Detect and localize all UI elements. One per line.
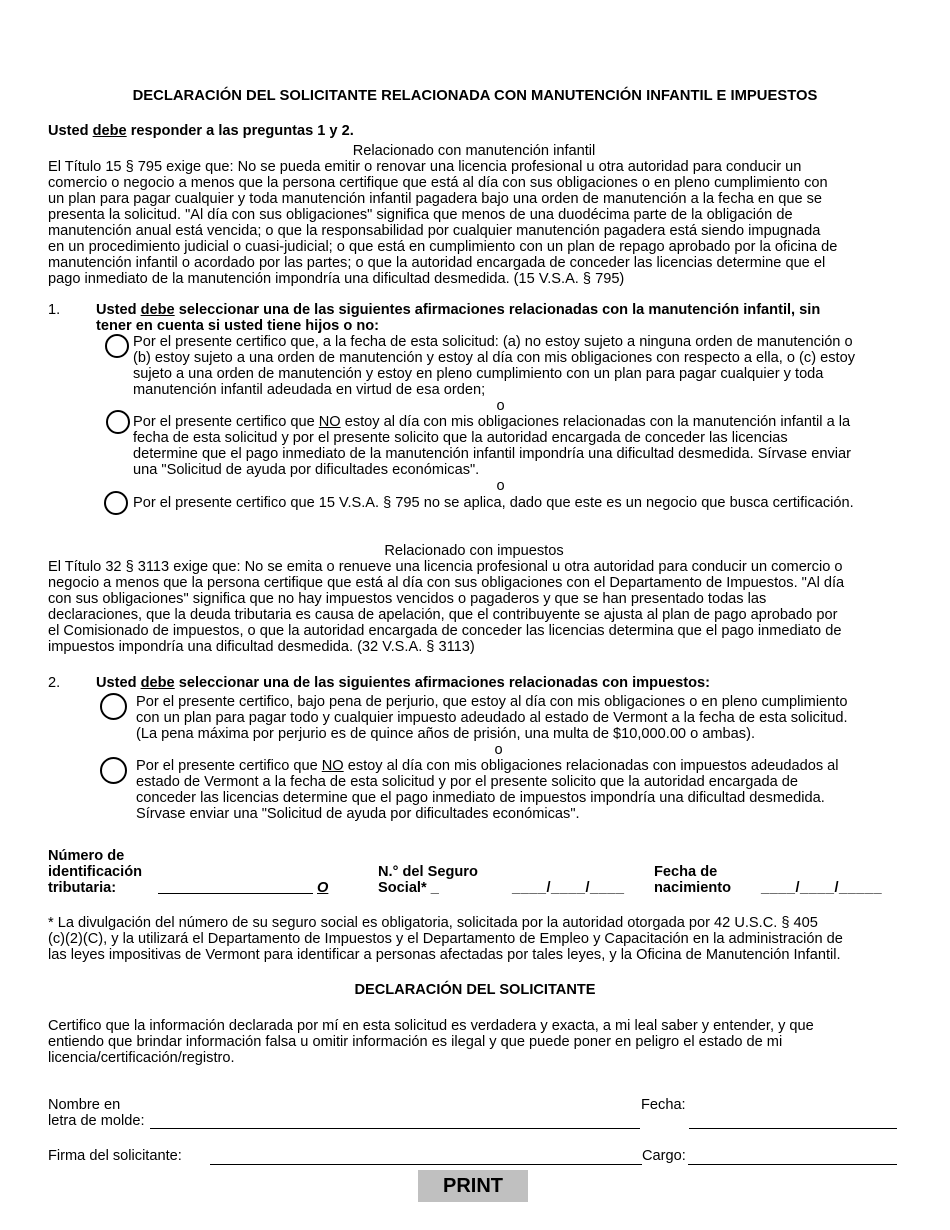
- q1-or-separator-1: o: [496, 398, 505, 414]
- printed-name-label: Nombre en letra de molde:: [48, 1097, 145, 1129]
- q1-option-b-text: Por el presente certifico que NO estoy al día con mis obligaciones relacionadas con la manutención infantil a la fecha de esta solicitud y por el presente solicito que la autoridad encargada de conceder las licencias determine que el pago inmediato de la manutención infantil impondría una dificultad desmedida. Sírvase enviar una "Solicitud de ayuda por dificultades económicas".: [133, 414, 851, 478]
- tax-id-input[interactable]: [158, 893, 313, 894]
- date-input[interactable]: [689, 1128, 897, 1129]
- q2-option-b-text: Por el presente certifico que NO estoy al día con mis obligaciones relacionadas con impuestos adeudados al estado de Vermont a la fecha de esta solicitud y por el presente solicito que la autoridad encargada de conceder las licencias determine que el pago inmediato de impuestos impondría una dificultad desmedida. Sírvase enviar una "Solicitud de ayuda por dificultades económicas".: [136, 758, 839, 822]
- declaration-paragraph: Certifico que la información declarada por mí en esta solicitud es verdadera y exacta, a mi leal saber y entender, y que entiendo que brindar información falsa u omitir información es ilegal y que puede poner en peligro el estado de mi licencia/certificación/registro.: [48, 1018, 814, 1066]
- signature-input[interactable]: [210, 1164, 642, 1165]
- q2-option-a-radio[interactable]: [100, 693, 127, 720]
- taxes-heading: Relacionado con impuestos: [384, 543, 564, 559]
- q1-option-b-radio[interactable]: [106, 410, 130, 434]
- q1-option-c-text: Por el presente certifico que 15 V.S.A. § 795 no se aplica, dado que este es un negocio que busca certificación.: [133, 495, 854, 511]
- must-answer-instruction: Usted debe responder a las preguntas 1 y 2.: [48, 123, 354, 139]
- declaration-heading: DECLARACIÓN DEL SOLICITANTE: [354, 982, 596, 998]
- print-button[interactable]: PRINT: [418, 1170, 528, 1202]
- printed-name-input[interactable]: [150, 1128, 640, 1129]
- question-2-number: 2.: [48, 675, 61, 691]
- taxes-paragraph: El Título 32 § 3113 exige que: No se emita o renueve una licencia profesional u otra autoridad para conducir un comercio o negocio a menos que la persona certifique que está al día con sus obligaciones con el Departamento de Impuestos. "Al día con sus obligaciones" significa que no hay impuestos vencidos o pagaderos y que se han presentado todas las declaraciones, que la deuda tributaria es causa de apelación, que el contribuyente se ajusta al plan de pago aprobado por el Comisionado de impuestos, o que la autoridad encargada de conceder las licencias determina que el pago inmediato de impuestos impondría una dificultad desmedida. (32 V.S.A. § 3113): [48, 559, 845, 655]
- title-label: Cargo:: [642, 1148, 686, 1164]
- ssn-disclosure-note: * La divulgación del número de su seguro social es obligatoria, solicitada por la autoridad otorgada por 42 U.S.C. § 405 (c)(2)(C), y la utilizará el Departamento de Impuestos y el Departamento de Empleo y Capacitación en la administración de las leyes impositivas de Vermont para identificar a personas afectadas por tales leyes, y la Oficina de Manutención Infantil.: [48, 915, 843, 963]
- dob-label: Fecha de nacimiento: [654, 864, 732, 896]
- question-1-prompt: Usted debe seleccionar una de las siguientes afirmaciones relacionadas con la manutención infantil, sin tener en cuenta si usted tiene hijos o no:: [96, 302, 821, 334]
- date-label: Fecha:: [641, 1097, 686, 1113]
- signature-label: Firma del solicitante:: [48, 1148, 182, 1164]
- question-2-prompt: Usted debe seleccionar una de las siguientes afirmaciones relacionadas con impuestos:: [96, 675, 710, 691]
- question-1-number: 1.: [48, 302, 61, 318]
- q1-option-c-radio[interactable]: [104, 491, 128, 515]
- child-support-paragraph: El Título 15 § 795 exige que: No se pueda emitir o renovar una licencia profesional u otra autoridad para conducir un comercio o negocio a menos que la persona certifique que está al día con sus obligaciones o en pleno cumplimiento con un plan para pagar cualquier y toda manutención infantil pagadera bajo una orden de manutención a la fecha en que se presenta la solicitud. "Al día con sus obligaciones" significa que menos de una duodécima parte de la obligación de manutención anual está vencida; o que la responsabilidad por cualquier manutención pagadera está siendo impugnada en un procedimiento judicial o cuasi-judicial; o que está en cumplimiento con un plan de repago aprobado por la oficina de manutención infantil o acordado por las partes; o que la autoridad encargada de conceder las licencias determine que el pago inmediato de la manutención impondría una dificultad desmedida. (15 V.S.A. § 795): [48, 159, 838, 287]
- q1-option-a-text: Por el presente certifico que, a la fecha de esta solicitud: (a) no estoy sujeto a ninguna orden de manutención o (b) estoy sujeto a una orden de manutención y estoy al día con mis obligaciones con respecto a ella, o (c) estoy sujeto a una orden de manutención y estoy en pleno cumplimiento con un plan para pagar cualquier y toda manutención infantil adeudada en virtud de esa orden;: [133, 334, 855, 398]
- ssn-input[interactable]: ____/____/____: [512, 880, 625, 896]
- q2-option-a-text: Por el presente certifico, bajo pena de perjurio, que estoy al día con mis obligaciones o en pleno cumplimiento con un plan para pagar todo y cualquier impuesto adeudado al estado de Vermont a la fecha de esta solicitud. (La pena máxima por perjurio es de quince años de prisión, una multa de $10,000.00 o ambas).: [136, 694, 848, 742]
- q1-option-a-radio[interactable]: [105, 334, 129, 358]
- child-support-heading: Relacionado con manutención infantil: [352, 143, 596, 159]
- ssn-label: N.° del Seguro Social* _: [378, 864, 478, 896]
- title-input[interactable]: [688, 1164, 897, 1165]
- tax-id-label: Número de identificación tributaria:: [48, 848, 143, 896]
- tax-id-suffix: O: [317, 880, 329, 896]
- q1-or-separator-2: o: [496, 478, 505, 494]
- document-title: DECLARACIÓN DEL SOLICITANTE RELACIONADA CON MANUTENCIÓN INFANTIL E IMPUESTOS: [132, 88, 818, 104]
- dob-input[interactable]: ____/____/_____: [761, 880, 883, 896]
- q2-or-separator: o: [494, 742, 503, 758]
- q2-option-b-radio[interactable]: [100, 757, 127, 784]
